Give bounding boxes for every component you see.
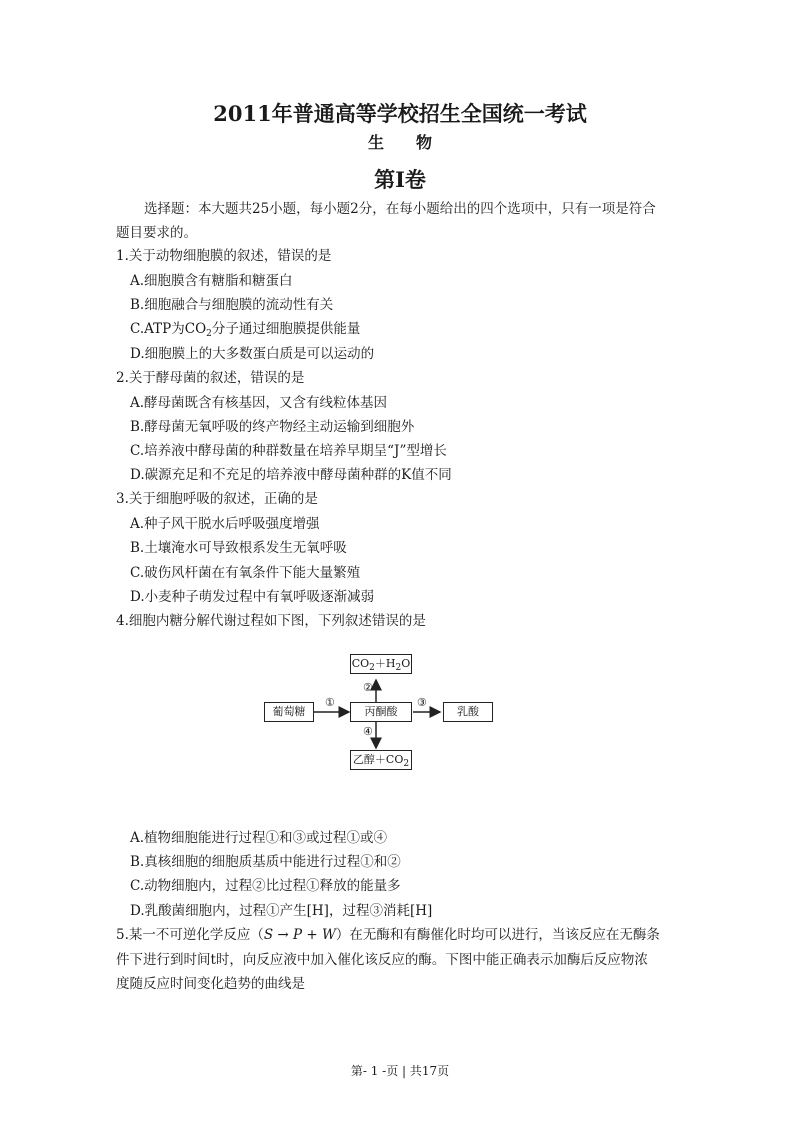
q4-option-d: D.乳酸菌细胞内，过程①产生[H]，过程③消耗[H]: [130, 903, 433, 919]
node-lactate: 乳酸: [443, 702, 493, 722]
node-ethanol-co2: 乙醇$+CO_2$: [350, 750, 412, 770]
node-glucose: 葡萄糖: [264, 702, 314, 722]
step-4-label: ④: [363, 725, 373, 738]
part-heading: 第I卷: [374, 167, 426, 192]
instructions-line-2: 题目要求的。: [116, 225, 197, 241]
q4-option-c: C.动物细胞内，过程②比过程①释放的能量多: [130, 878, 401, 894]
q1-option-b: B.细胞融合与细胞膜的流动性有关: [130, 297, 334, 313]
node-co2-h2o: $CO_2+H_2O$: [350, 654, 412, 674]
reaction-formula: S → P + W: [263, 927, 336, 943]
q4-stem: 4.细胞内糖分解代谢过程如下图，下列叙述错误的是: [116, 613, 426, 629]
q2-option-b: B.酵母菌无氧呼吸的终产物经主动运输到细胞外: [130, 419, 415, 435]
q3-stem: 3.关于细胞呼吸的叙述，正确的是: [116, 491, 318, 507]
step-1-label: ①: [325, 696, 335, 709]
q3-option-c: C.破伤风杆菌在有氧条件下能大量繁殖: [130, 565, 361, 581]
step-2-label: ②: [363, 681, 373, 694]
q5-line-3: 度随反应时间变化趋势的曲线是: [116, 976, 305, 992]
q4-option-a: A.植物细胞能进行过程①和③或过程①或④: [130, 830, 388, 846]
page-footer: 第- 1 -页 | 共17页: [350, 1064, 450, 1078]
q2-option-d: D.碳源充足和不充足的培养液中酵母菌种群的K值不同: [130, 467, 452, 483]
q3-option-d: D.小麦种子萌发过程中有氧呼吸逐渐减弱: [130, 589, 375, 605]
step-3-label: ③: [417, 696, 427, 709]
q2-stem: 2.关于酵母菌的叙述，错误的是: [116, 370, 305, 386]
q1-option-d: D.细胞膜上的大多数蛋白质是可以运动的: [130, 346, 375, 362]
q2-option-c: C.培养液中酵母菌的种群数量在培养早期呈“J”型增长: [130, 443, 447, 459]
exam-title: 2011年普通高等学校招生全国统一考试: [213, 101, 587, 126]
q3-option-a: A.种子风干脱水后呼吸强度增强: [130, 516, 320, 532]
q1-stem: 1.关于动物细胞膜的叙述，错误的是: [116, 248, 332, 264]
q2-option-a: A.酵母菌既含有核基因，又含有线粒体基因: [130, 395, 388, 411]
q3-option-b: B.土壤淹水可导致根系发生无氧呼吸: [130, 540, 347, 556]
metabolism-diagram: [250, 650, 500, 780]
q4-option-b: B.真核细胞的细胞质基质中能进行过程①和②: [130, 854, 401, 870]
q1-option-a: A.细胞膜含有糖脂和糖蛋白: [130, 273, 293, 289]
node-pyruvate: 丙酮酸: [350, 702, 412, 722]
q5-line-2: 件下进行到时间t时，向反应液中加入催化该反应的酶。下图中能正确表示加酶后反应物浓: [116, 952, 648, 968]
q1-option-c: C.ATP为$CO_2$分子通过细胞膜提供能量: [130, 321, 361, 339]
q5-line-1: 5.某一不可逆化学反应（S → P + W）在无酶和有酶催化时均可以进行，当该反应在无酶条: [116, 927, 660, 943]
subject-heading: 生 物: [367, 133, 432, 152]
instructions-line-1: 选择题：本大题共25小题，每小题2分，在每小题给出的四个选项中，只有一项是符合: [144, 201, 656, 217]
